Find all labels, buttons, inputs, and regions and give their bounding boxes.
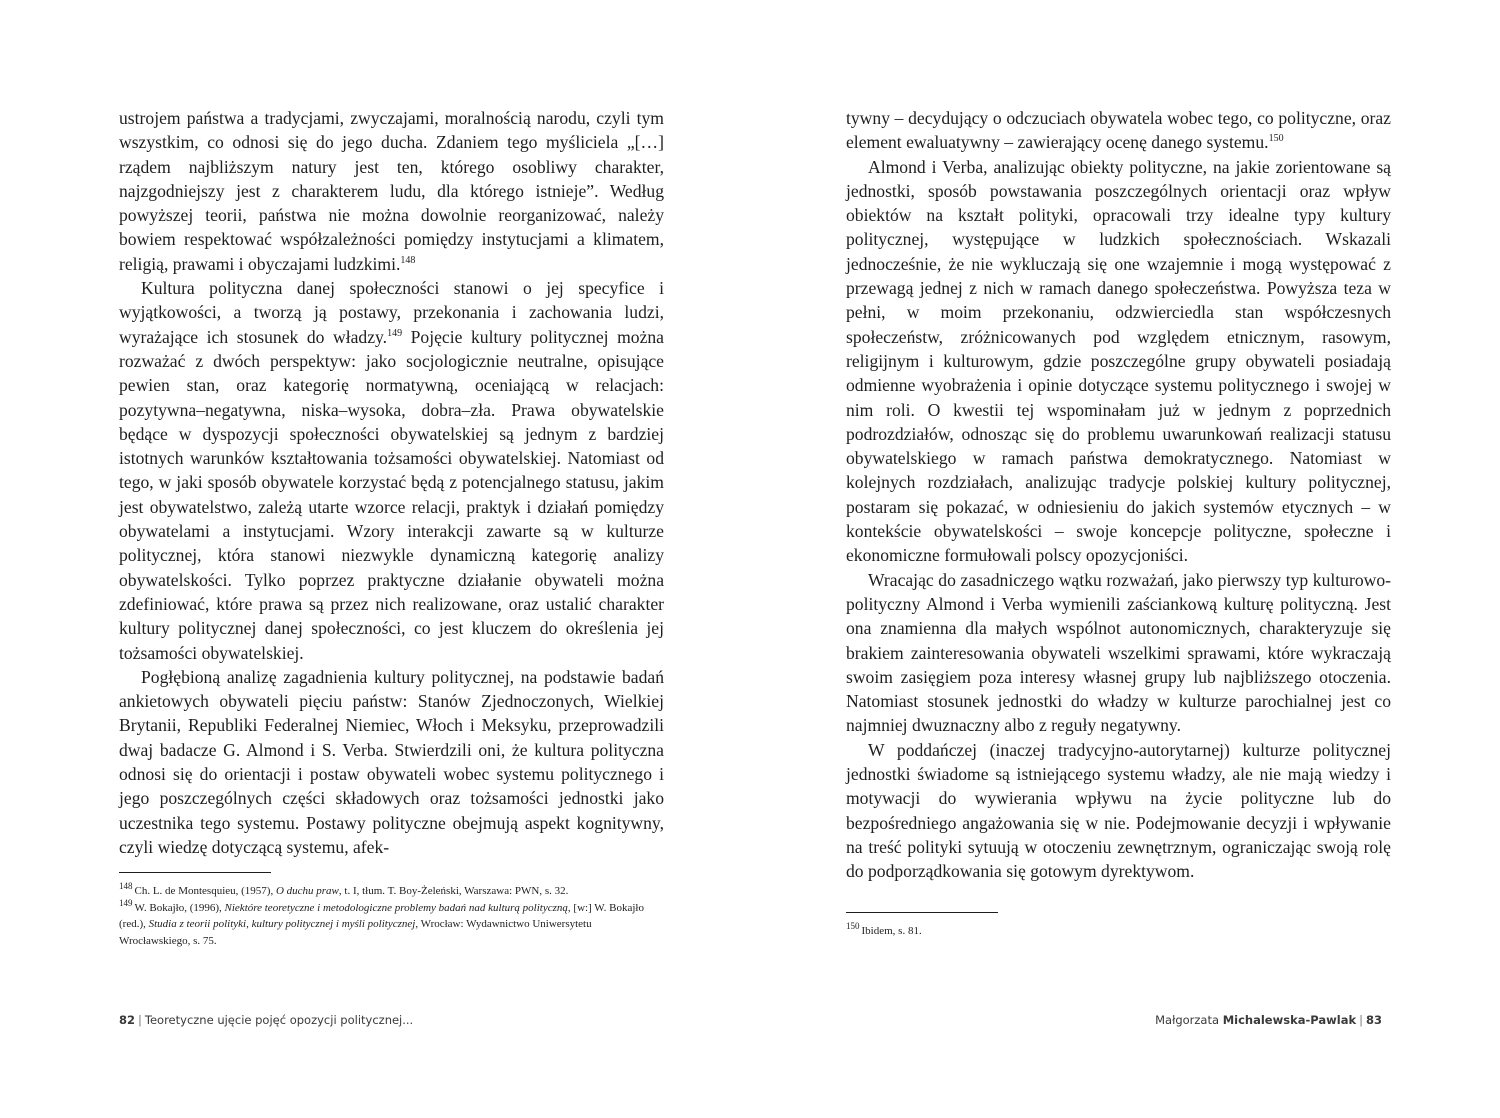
- footnote-reference: 148: [400, 254, 416, 266]
- footnote-reference: 149: [387, 327, 403, 339]
- text-run: Kultura polityczna danej społeczności stanowi o jej specyfice i wyjątkowości, a tworzą ją postawy, przekonania i zachowania ludzi, wyrażające ich stosunek do władzy.: [119, 278, 664, 347]
- right-page: [750, 0, 1500, 1118]
- left-body-text: [119, 106, 664, 859]
- paragraph: [846, 155, 1391, 568]
- text-run: , [w:] W. Bokajło (red.),: [119, 901, 644, 930]
- right-body-text: [846, 106, 1391, 884]
- paragraph: [119, 106, 664, 276]
- paragraph: [119, 665, 664, 859]
- text-run: Ibidem, s. 81.: [861, 925, 922, 937]
- footnote: [846, 923, 1391, 940]
- footnote-number: 149: [119, 897, 133, 908]
- page-number: 83: [1365, 1013, 1382, 1027]
- text-run: Wracając do zasadniczego wątku rozważań, jako pierwszy typ kulturowo-polityczny Almond i Verba wymienili zaściankową kulturę polityczną. Jest ona znamienna dla małych wspólnot autonomicznych, charakteryzuje się brakiem zainteresowania obywateli wszelkimi sprawami, które wykraczają swoim zasięgiem poza interesy własnej grupy lub najbliższego otoczenia. Natomiast stosunek jednostki do władzy w kulturze parochialnej jest co najmniej dwuznaczny albo z reguły negatywny.: [846, 569, 1391, 736]
- text-run: , t. I, tłum. T. Boy-Żeleński, Warszawa: PWN, s. 32.: [338, 885, 569, 897]
- author-first-name: Małgorzata: [1155, 1013, 1223, 1027]
- footnote-number: 148: [119, 881, 133, 892]
- footnote: [119, 897, 664, 950]
- footnote-rule: [119, 872, 271, 873]
- right-running-footer: [1155, 1013, 1382, 1027]
- paragraph: [119, 276, 664, 665]
- italic-title: Niektóre teoretyczne i metodologiczne problemy badań nad kulturą polityczną: [224, 901, 568, 914]
- italic-title: O duchu praw: [275, 885, 339, 897]
- text-run: Almond i Verba, analizując obiekty polityczne, na jakie zorientowane są jednostki, sposób powstawania poszczególnych orientacji oraz wpływ obiektów na kształt polityki, opracowali trzy idealne typy kultury politycznej, występujące w ludzkich społecznościach. Wskazali jednocześnie, że nie wykluczają się one wzajemnie i mogą występować z przewagą jednej z nich w ramach danego społeczeństwa. Powyższa teza w pełni, w moim przekonaniu, odzwierciedla stan współczesnych społeczeństw, zróżnicowanych pod względem etnicznym, rasowym, religijnym i kulturowym, gdzie poszczególne grupy obywateli posiadają odmienne wyobrażenia i opinie dotyczące systemu politycznego i swojej w nim roli. O kwestii tej wspominałam już w jednym z poprzednich podrozdziałów, odnosząc się do problemu uwarunkowań realizacji statusu obywatelskiego w ramach państwa demokratycznego. Natomiast w kolejnych rozdziałach, analizując tradycje polskiej kultury politycznej, postaram się pokazać, w odniesieniu do jakich systemów etycznych – w kontekście obywatelskości – swoje koncepcje polityczne, społeczne i ekonomiczne formułowali polscy opozycjoniści.: [846, 156, 1391, 566]
- footnote-number: 150: [846, 921, 860, 932]
- text-run: Ch. L. de Montesquieu, (1957),: [134, 885, 276, 897]
- running-title: Teoretyczne ujęcie pojęć opozycji politycznej...: [144, 1013, 414, 1027]
- text-run: , Wrocław: Wydawnictwo Uniwersytetu Wrocławskiego, s. 75.: [119, 918, 592, 947]
- text-run: ustrojem państwa a tradycjami, zwyczajami, moralnością narodu, czyli tym wszystkim, co odnosi się do jego ducha. Zdaniem tego myśliciela „[…] rządem najbliższym natury jest ten, którego osobliwy charakter, najzgodniejszy jest z charakterem ludu, dla którego istnieje”. Według powyższej teorii, państwa nie można dowolnie reorganizować, należy bowiem respektować współzależności pomiędzy instytucjami a klimatem, religią, prawami i obyczajami ludzkimi.: [119, 108, 664, 274]
- footnote-rule: [846, 912, 998, 913]
- paragraph: [846, 738, 1391, 884]
- text-run: Pojęcie kultury politycznej można rozważać z dwóch perspektyw: jako socjologicznie neutralne, opisujące pewien stan, oraz kategorię normatywną, oceniającą w relacjach: pozytywna–negatywna, niska–wysoka, dobra–zła. Prawa obywatelskie będące w dyspozycji społeczności obywatelskiej są jednym z bardziej istotnych warunków kształtowania tożsamości obywatelskiej. Natomiast od tego, w jaki sposób obywatele korzystać będą z potencjalnego statusu, jakim jest obywatelstwo, zależą utarte wzorce relacji, praktyk i działań pomiędzy obywatelami a instytucjami. Wzory interakcji zawarte są w kulturze politycznej, która stanowi niezwykle dynamiczną kategorię analizy obywatelskości. Tylko poprzez praktyczne działanie obywateli można zdefiniować, które prawa są przez nich realizowane, oraz ustalić charakter kultury politycznej danej społeczności, co jest kluczem do określenia jej tożsamości obywatelskiej.: [119, 326, 664, 663]
- left-running-footer: [119, 1013, 413, 1027]
- paragraph: [846, 106, 1391, 155]
- text-run: Pogłębioną analizę zagadnienia kultury politycznej, na podstawie badań ankietowych obywateli pięciu państw: Stanów Zjednoczonych, Wielkiej Brytanii, Republiki Federalnej Niemiec, Włoch i Meksyku, przeprowadzili dwaj badacze G. Almond i S. Verba. Stwierdzili oni, że kultura polityczna odnosi się do orientacji i postaw obywateli wobec systemu politycznego i jego poszczególnych części składowych oraz tożsamości jednostki jako uczestnika tego systemu. Postawy polityczne obejmują aspekt kognitywny, czyli wiedzę dotyczącą systemu, afek-: [119, 666, 664, 857]
- text-run: W poddańczej (inaczej tradycyjno-autorytarnej) kulturze politycznej jednostki świadome są istniejącego systemu władzy, ale nie mają wiedzy i motywacji do wywierania wpływu na życie polityczne lub do bezpośredniego angażowania się w nie. Podejmowanie decyzji i wpływanie na treść polityki sytuują w otoczeniu zewnętrznym, ograniczając swoją rolę do podporządkowania się gotowym dyrektywom.: [846, 739, 1391, 882]
- footnote: [119, 883, 664, 900]
- page-number: 82: [119, 1013, 136, 1027]
- right-footnotes: [846, 912, 1391, 940]
- italic-title: Studia z teorii polityki, kultury politycznej i myśli politycznej: [148, 918, 416, 930]
- footnote-reference: 150: [1268, 133, 1284, 145]
- footer-separator: |: [138, 1013, 142, 1027]
- author-last-name: Michalewska-Pawlak: [1222, 1013, 1357, 1027]
- footer-separator: |: [1359, 1013, 1363, 1027]
- left-footnotes: [119, 872, 664, 949]
- text-run: tywny – decydujący o odczuciach obywatela wobec tego, co polityczne, oraz element ewaluatywny – zawierający ocenę danego systemu.: [846, 108, 1391, 153]
- paragraph: [846, 568, 1391, 738]
- text-run: W. Bokajło, (1996),: [134, 901, 225, 914]
